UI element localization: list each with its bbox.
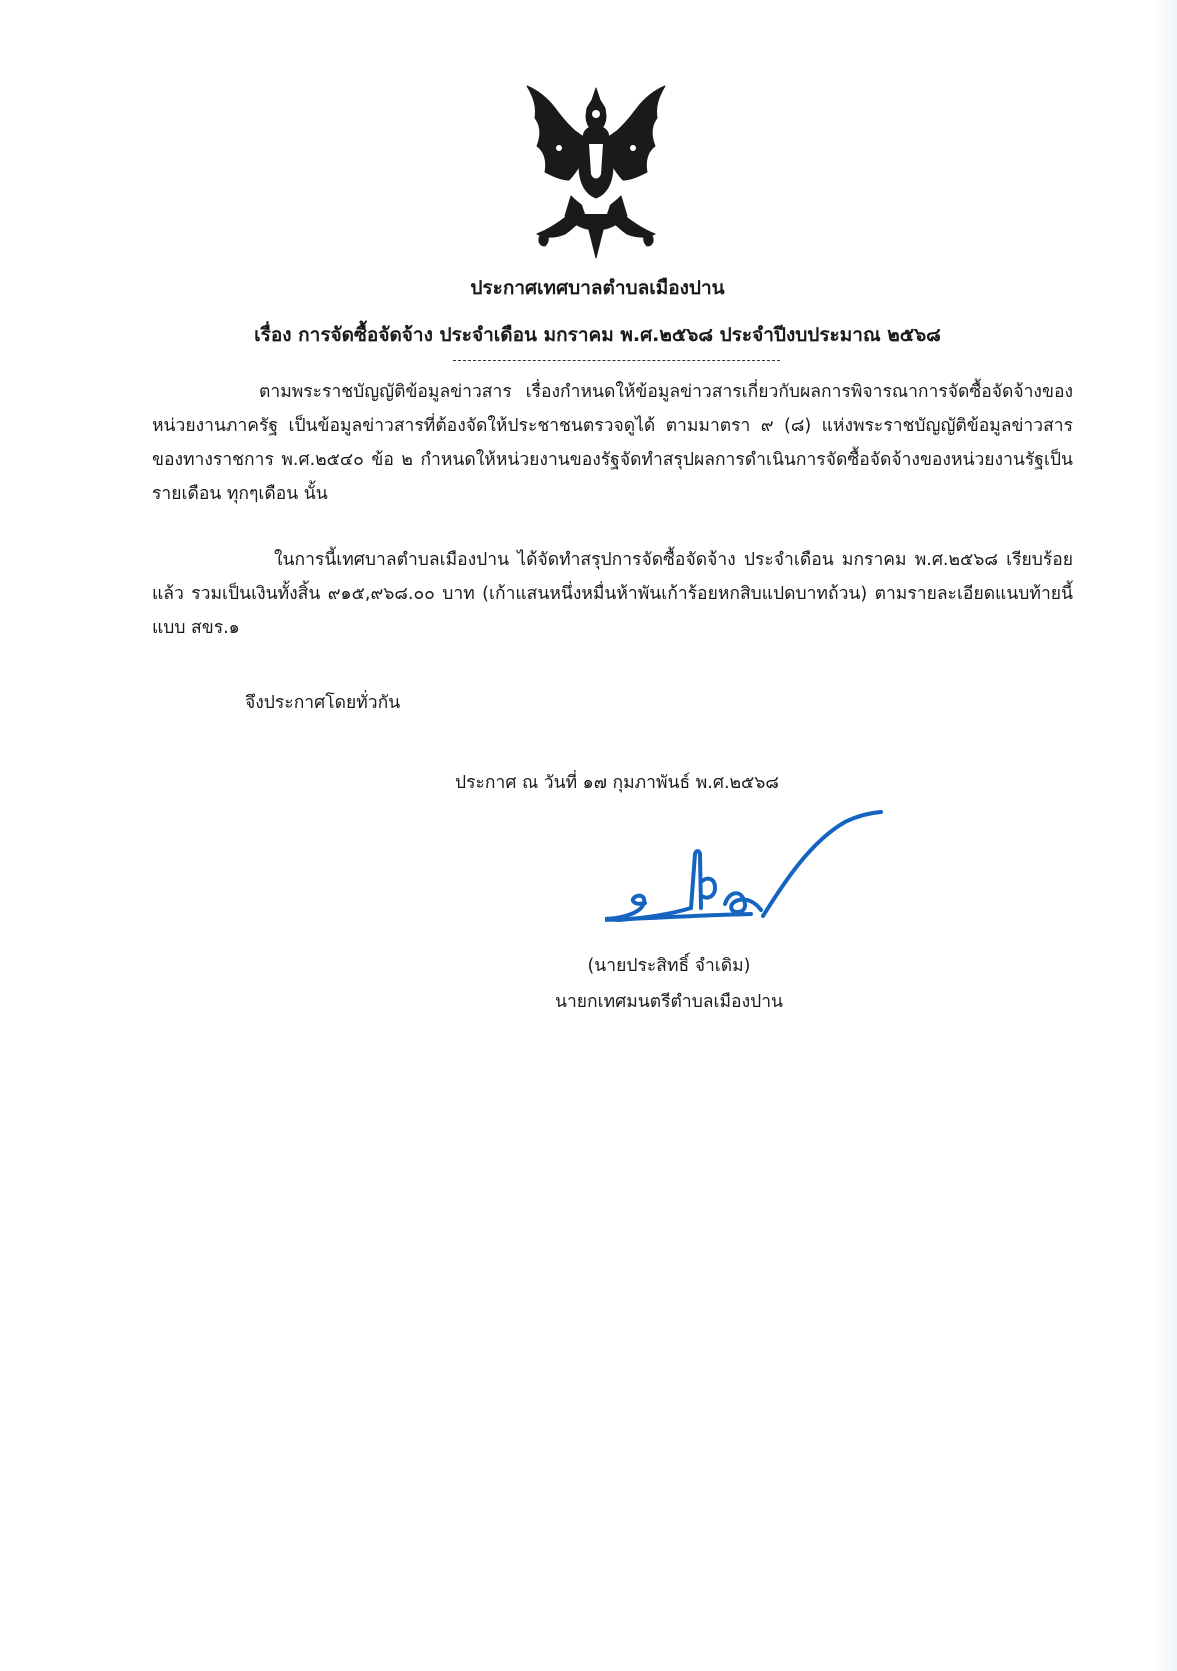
title-divider xyxy=(453,360,780,361)
closing-line: จึงประกาศโดยทั่วกัน xyxy=(245,693,401,713)
body-paragraph-1: ตามพระราชบัญญัติข้อมูลข่าวสาร เรื่องกำหนดให้ข้อมูลข่าวสารเกี่ยวกับผลการพิจารณาการจัดซื้อจัดจ้างของหน่วยงานภาครัฐ เป็นข้อมูลข่าวสารที่ต้องจัดให้ประชาชนตรวจดูได้ ตามมาตรา ๙ (๘) แห่งพระราชบัญญัติข้อมูลข่าวสารของทางราชการ พ.ศ.๒๕๔๐ ข้อ ๒ กำหนดให้หน่วยงานของรัฐจัดทำสรุปผลการดำเนินการจัดซื้อจัดจ้างของหน่วยงานรัฐเป็นรายเดือน ทุกๆเดือน นั้น xyxy=(152,382,1073,504)
announcement-title: ประกาศเทศบาลตำบลเมืองปาน xyxy=(470,277,725,299)
scan-edge xyxy=(1151,0,1177,1671)
signer-name: (นายประสิทธิ์ จำเดิม) xyxy=(587,956,751,976)
handwritten-signature xyxy=(605,808,885,940)
garuda-emblem-icon xyxy=(523,82,669,260)
body-paragraph-2: ในการนี้เทศบาลตำบลเมืองปาน ได้จัดทำสรุปการจัดซื้อจัดจ้าง ประจำเดือน มกราคม พ.ศ.๒๕๖๘ เรียบร้อยแล้ว รวมเป็นเงินทั้งสิ้น ๙๑๕,๙๖๘.๐๐ บาท (เก้าแสนหนึ่งหมื่นห้าพันเก้าร้อยหกสิบแปดบาทถ้วน) ตามรายละเอียดแนบท้ายนี้ แบบ สขร.๑ xyxy=(152,550,1073,638)
announcement-subject: เรื่อง การจัดซื้อจัดจ้าง ประจำเดือน มกราคม พ.ศ.๒๕๖๘ ประจำปีงบประมาณ ๒๕๖๘ xyxy=(254,324,941,346)
signer-position: นายกเทศมนตรีตำบลเมืองปาน xyxy=(554,992,784,1012)
announcement-date: ประกาศ ณ วันที่ ๑๗ กุมภาพันธ์ พ.ศ.๒๕๖๘ xyxy=(455,773,779,793)
